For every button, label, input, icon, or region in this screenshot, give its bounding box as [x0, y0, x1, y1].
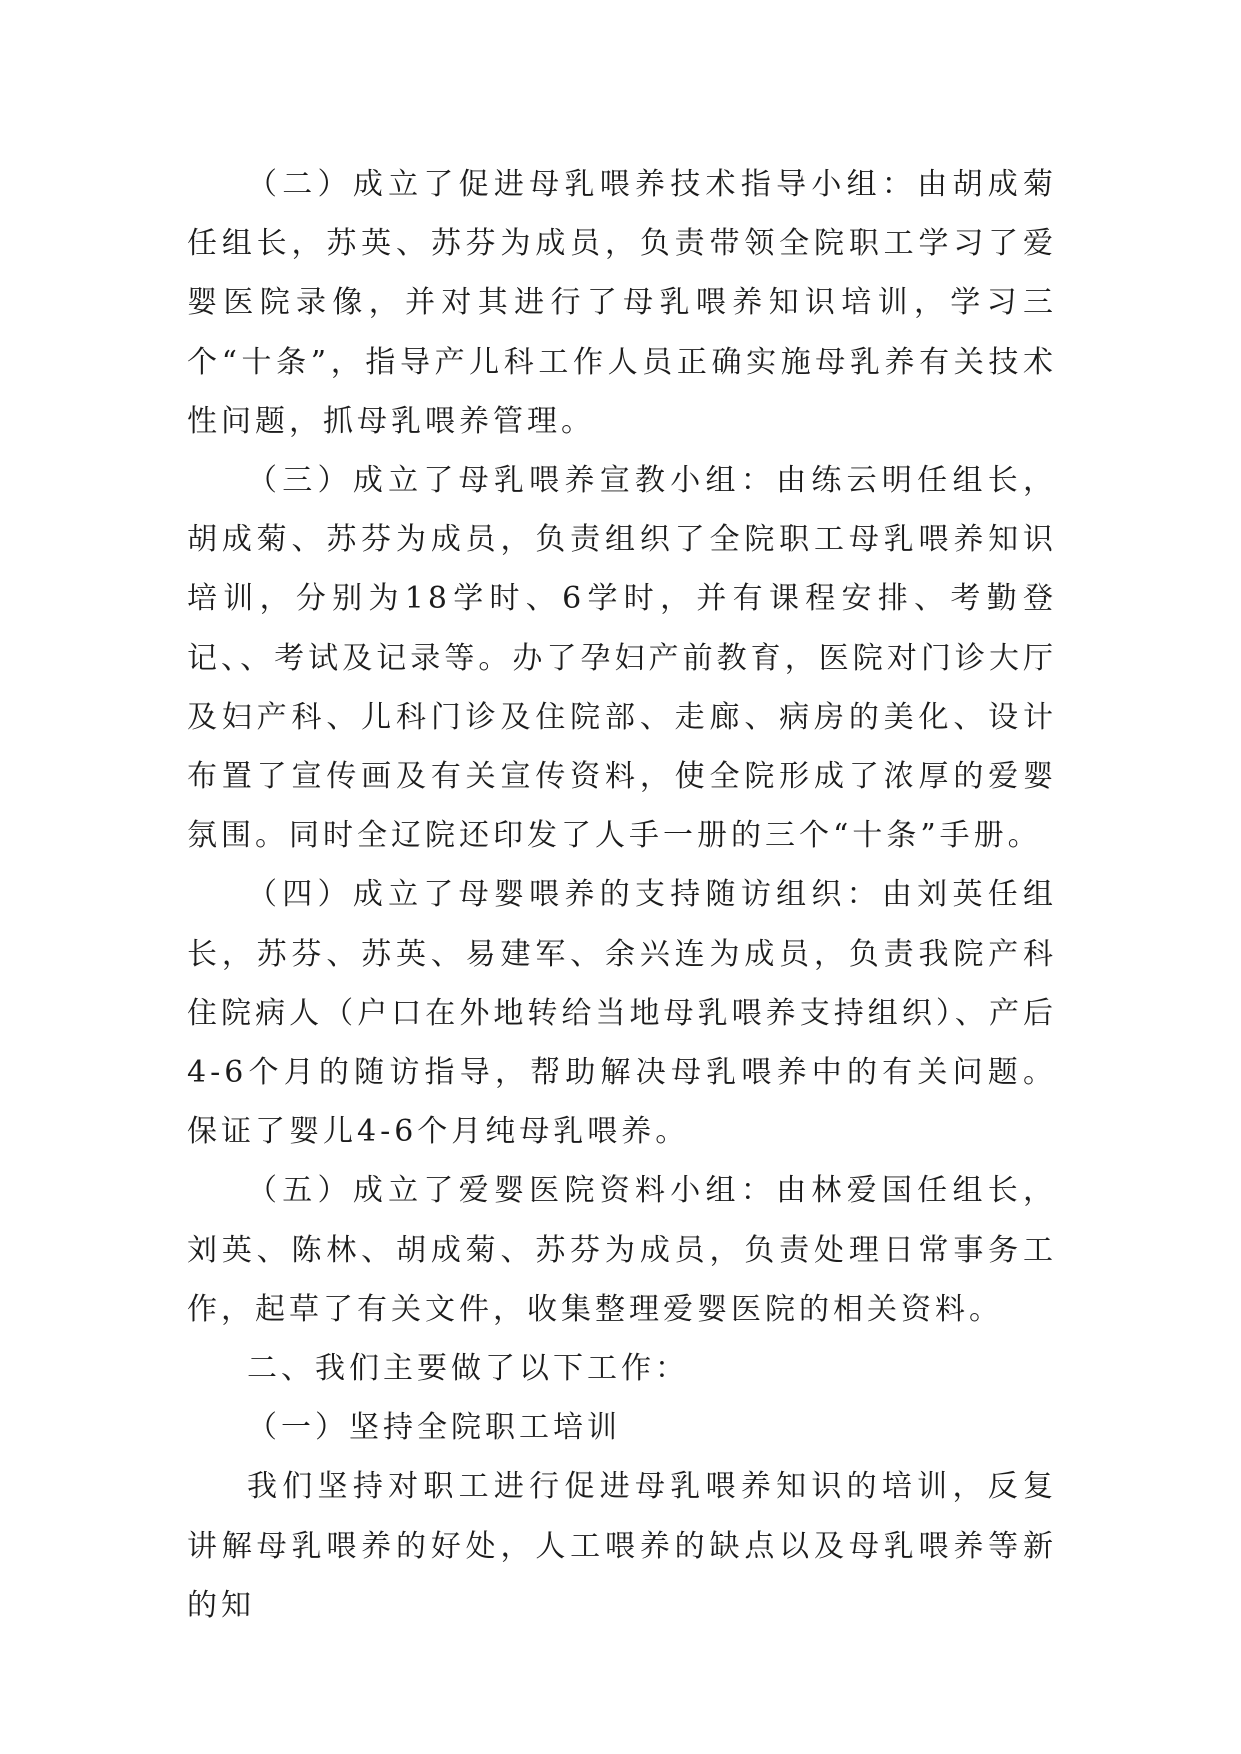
paragraph-staff-training: 我们坚持对职工进行促进母乳喂养知识的培训，反复讲解母乳喂养的好处，人工喂养的缺点以及母乳喂养等新的知	[187, 1469, 1057, 1623]
paragraph-technical-guidance-group: （二）成立了促进母乳喂养技术指导小组：由胡成菊任组长，苏英、苏芬为成员，负责带领全院职工学习了爱婴医院录像，并对其进行了母乳喂养知识培训，学习三个“十条”，指导产儿科工作人员正确实施母乳养有关技术性问题，抓母乳喂养管理。	[187, 167, 1057, 439]
paragraph-records-group: （五）成立了爱婴医院资料小组：由林爱国任组长，刘英、陈林、胡成菊、苏芬为成员，负责处理日常事务工作，起草了有关文件，收集整理爱婴医院的相关资料。	[187, 1173, 1057, 1327]
section-heading-main-work: 二、我们主要做了以下工作：	[247, 1351, 689, 1387]
subsection-heading-staff-training: （一）坚持全院职工培训	[247, 1410, 621, 1446]
paragraph-education-group: （三）成立了母乳喂养宣教小组：由练云明任组长，胡成菊、苏芬为成员，负责组织了全院职工母乳喂养知识培训，分别为18学时、6学时，并有课程安排、考勤登记、、考试及记录等。办了孕妇产前教育，医院对门诊大厅及妇产科、儿科门诊及住院部、走廊、病房的美化、设计布置了宣传画及有关宣传资料，使全院形成了浓厚的爱婴氛围。同时全辽院还印发了人手一册的三个“十条”手册。	[187, 463, 1057, 854]
document-body	[187, 155, 1057, 1635]
paragraph-follow-up-group: （四）成立了母婴喂养的支持随访组织：由刘英任组长，苏芬、苏英、易建军、余兴连为成员，负责我院产科住院病人（户口在外地转给当地母乳喂养支持组织）、产后4-6个月的随访指导，帮助解决母乳喂养中的有关问题。保证了婴儿4-6个月纯母乳喂养。	[187, 877, 1057, 1150]
